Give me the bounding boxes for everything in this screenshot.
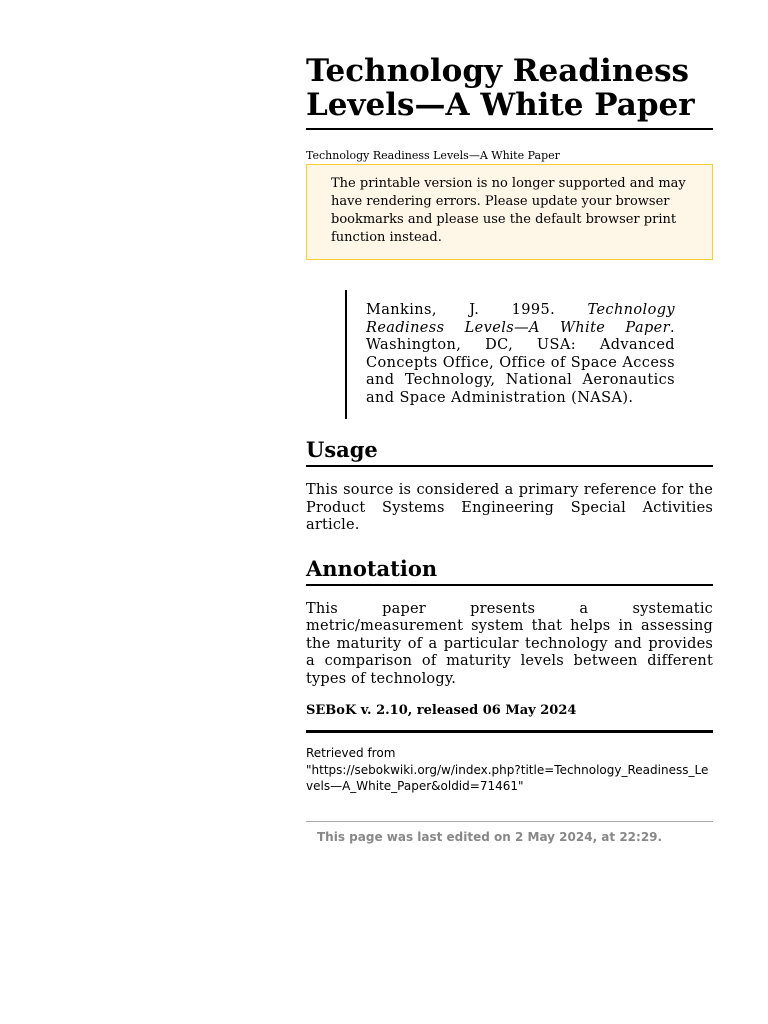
retrieved-from [306,745,713,795]
citation-author: Mankins, J. 1995. [366,302,588,318]
page-content [306,50,713,844]
citation-title: Technology Readiness Levels—A White Paper [366,302,675,336]
retrieved-label: Retrieved from [306,746,396,760]
retrieved-url[interactable]: "https://sebokwiki.org/w/index.php?title=Technology_Readiness_Levels—A_White_Paper&oldid=71461" [306,762,709,793]
annotation-heading: Annotation [306,556,713,586]
footer-last-edited: This page was last edited on 2 May 2024, at 22:29. [306,821,713,844]
print-notice: The printable version is no longer supported and may have rendering errors. Please update your browser bookmarks and please use the default browser print function instead. [306,164,713,260]
citation-block [345,290,675,419]
usage-text: This source is considered a primary reference for the Product Systems Engineering Special Activities article. [306,482,713,533]
version-label: SEBoK v. 2.10, released 06 May 2024 [306,702,713,733]
page-title: Technology Readiness Levels—A White Paper [306,50,713,130]
usage-heading: Usage [306,437,713,467]
citation-publisher: . Washington, DC, USA: Advanced Concepts Office, Office of Space Access and Technology, National Aeronautics and Space Administration (NASA). [366,319,675,406]
site-subtitle: Technology Readiness Levels—A White Paper [306,149,560,162]
annotation-text: This paper presents a systematic metric/measurement system that helps in assessing the maturity of a particular technology and provides a comparison of maturity levels between different types of technology. [306,600,713,687]
